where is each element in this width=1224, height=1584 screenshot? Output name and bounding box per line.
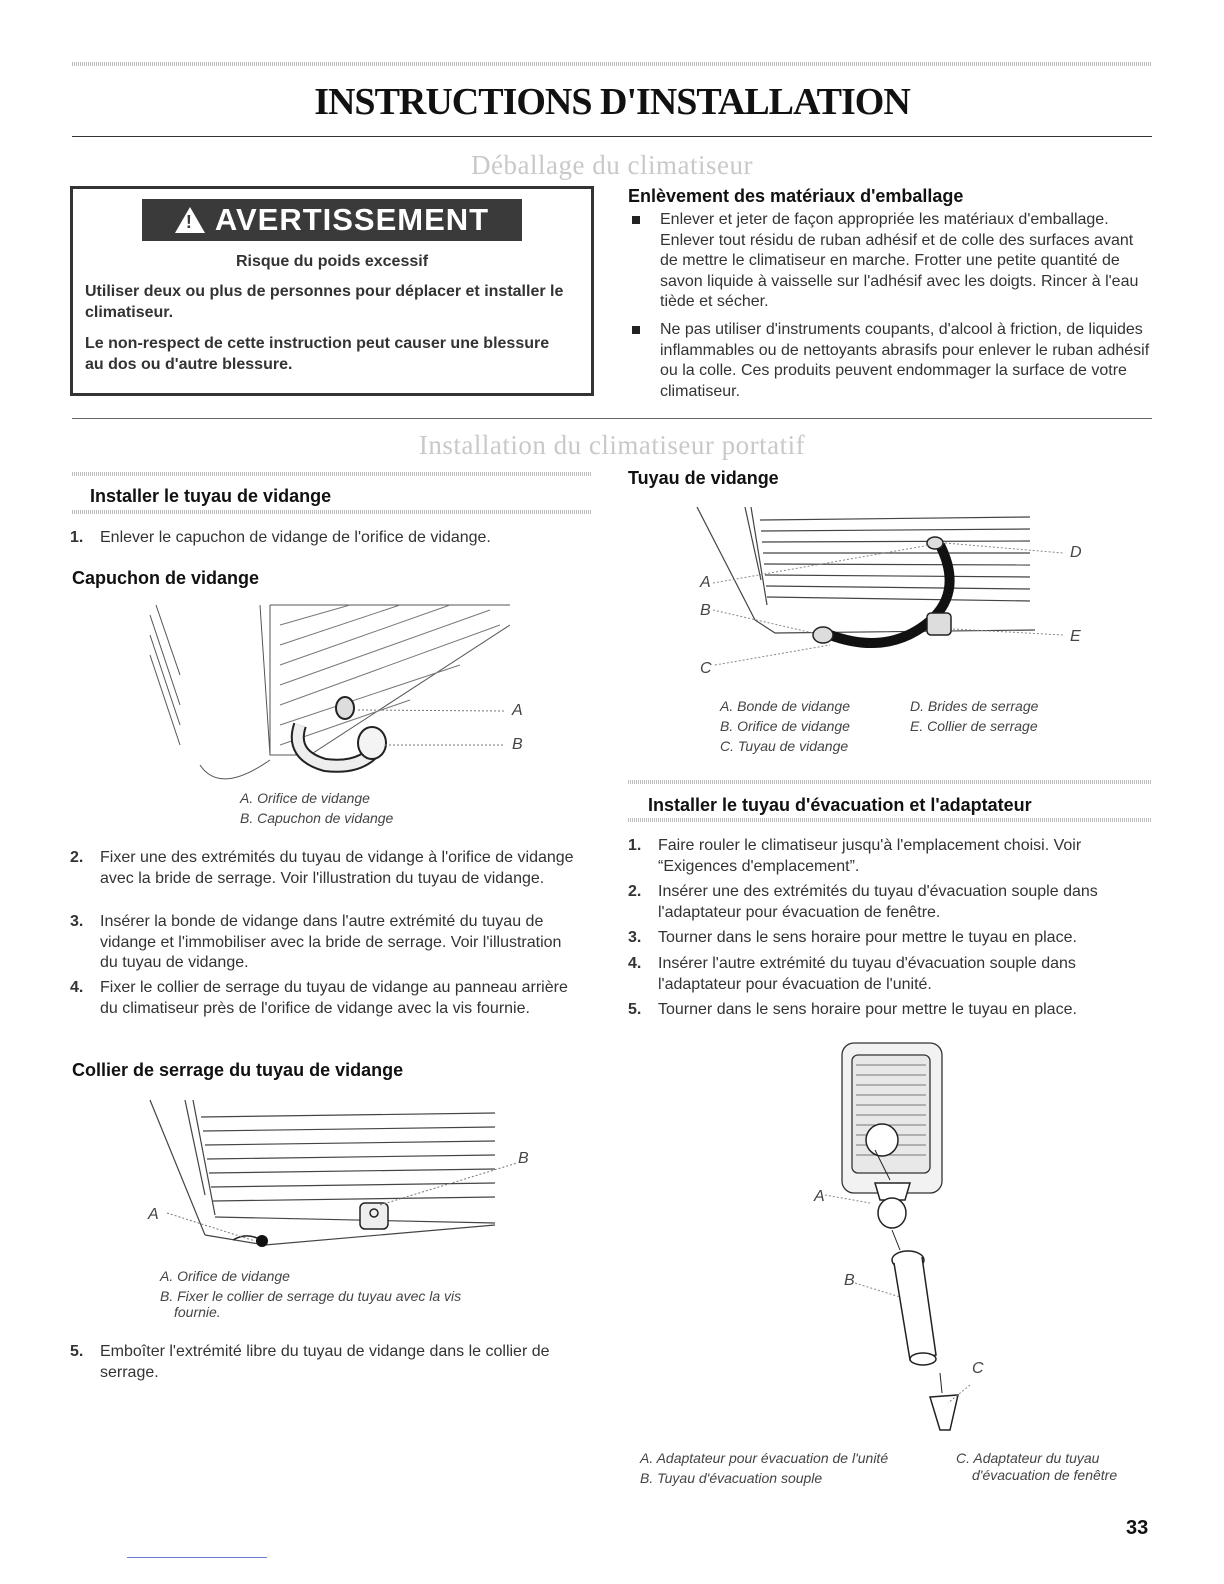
drain-step-1-text: Enlever le capuchon de vidange de l'orifice de vidange. (100, 529, 491, 546)
drain-step-5-text: Emboîter l'extrémité libre du tuyau de vidange dans le collier de serrage. (100, 1343, 550, 1381)
fig3-label-b: B (518, 1150, 529, 1167)
fig2-caption-b: B. Orifice de vidange (720, 718, 850, 734)
drain-bottom-rule (72, 510, 592, 514)
exhaust-step-3-text: Tourner dans le sens horaire pour mettre le tuyau en place. (658, 929, 1077, 946)
step-number: 5. (70, 1343, 84, 1360)
exhaust-heading: Installer le tuyau d'évacuation et l'adaptateur (648, 795, 1032, 815)
fig1-label-a: A (512, 702, 523, 719)
fig4-caption-b: B. Tuyau d'évacuation souple (640, 1470, 823, 1486)
fig4-caption-a: A. Adaptateur pour évacuation de l'unité (640, 1450, 889, 1466)
bullet-square-icon (632, 326, 640, 334)
collar-heading: Collier de serrage du tuyau de vidange (72, 1060, 404, 1080)
fig3-caption-b: B. Fixer le collier de serrage du tuyau avec la vis (160, 1288, 462, 1304)
drain-heading: Installer le tuyau de vidange (90, 486, 332, 506)
exhaust-step-5-text: Tourner dans le sens horaire pour mettre le tuyau en place. (658, 1001, 1077, 1018)
exhaust-step-3 (628, 928, 1152, 949)
drain-step-3-text: Insérer la bonde de vidange dans l'autre extrémité du tuyau de vidange et l'immobiliser avec la bride de serrage. Voir l'illustration du tuyau de vidange. (100, 913, 562, 971)
fig4-label-a: A (814, 1188, 825, 1205)
exhaust-top-rule (628, 780, 1152, 784)
exhaust-step-4 (628, 954, 1152, 995)
warning-banner (142, 199, 522, 241)
fig4-caption-c-cont: d'évacuation de fenêtre (972, 1467, 1118, 1483)
fig3-label-a: A (148, 1206, 159, 1223)
removal-bullet-1-text: Enlever et jeter de façon appropriée les matériaux d'emballage. Enlever tout résidu de ruban adhésif et de colle des surfaces avant de mettre le climatiseur en marche. Frotter une petite quantité de savon liquide à vaisselle sur l'adhésif avec les doigts. Rincer à l'eau tiède et sécher. (660, 211, 1139, 310)
step-number: 2. (70, 849, 84, 866)
exhaust-step-1 (628, 836, 1152, 877)
exhaust-bottom-rule (628, 818, 1152, 822)
bullet-square-icon (632, 216, 640, 224)
fig3-caption-a: A. Orifice de vidange (160, 1268, 290, 1284)
section-rule (72, 418, 1152, 419)
exhaust-step-5 (628, 1000, 1152, 1021)
removal-bullet-2-text: Ne pas utiliser d'instruments coupants, d'alcool à friction, de liquides inflammables ou de nettoyants abrasifs pour enlever le ruban adhésif ou la colle. Ces produits peuvent endommager la surface de votre climatiseur. (660, 321, 1150, 400)
section-title-unpacking: Déballage du climatiseur (471, 150, 753, 180)
removal-bullet-1 (660, 210, 1150, 313)
exhaust-step-4-text: Insérer l'autre extrémité du tuyau d'évacuation souple dans l'adaptateur pour évacuation de l'unité. (658, 955, 1076, 993)
fig3-caption-b-cont: fournie. (174, 1304, 221, 1320)
fig2-caption-e: E. Collier de serrage (910, 718, 1038, 734)
fig2-label-a: A (700, 574, 711, 591)
drain-cap-heading: Capuchon de vidange (72, 568, 260, 588)
drain-cap-illustration (140, 595, 540, 785)
fig4-caption-c: C. Adaptateur du tuyau (956, 1450, 1100, 1466)
drain-step-4-text: Fixer le collier de serrage du tuyau de vidange au panneau arrière du climatiseur près de l'orifice de vidange avec la vis fournie. (100, 979, 568, 1017)
drain-step-3 (70, 912, 580, 974)
drain-step-2 (70, 848, 580, 889)
removal-heading: Enlèvement des matériaux d'emballage (628, 186, 964, 206)
removal-bullet-2 (660, 320, 1150, 402)
page-number: 33 (1126, 1517, 1149, 1539)
top-dotted-rule (72, 62, 1152, 66)
step-number: 1. (70, 529, 84, 546)
title-rule (72, 136, 1152, 137)
step-number: 4. (628, 955, 642, 972)
warning-text-1: Utiliser deux ou plus de personnes pour déplacer et installer le climatiseur. (85, 283, 564, 321)
exhaust-step-2-text: Insérer une des extrémités du tuyau d'évacuation souple dans l'adaptateur pour évacuation de fenêtre. (658, 883, 1098, 921)
fig2-caption-c: C. Tuyau de vidange (720, 738, 849, 754)
fig4-label-c: C (972, 1360, 984, 1377)
fig1-caption-a: A. Orifice de vidange (240, 790, 370, 806)
drain-step-2-text: Fixer une des extrémités du tuyau de vidange à l'orifice de vidange avec la bride de serrage. Voir l'illustration du tuyau de vidange. (100, 849, 574, 887)
hose-heading: Tuyau de vidange (628, 468, 779, 488)
warning-box (70, 186, 594, 396)
fig2-label-c: C (700, 660, 712, 677)
exhaust-assembly-illustration (830, 1035, 980, 1435)
fig2-label-e: E (1070, 628, 1081, 645)
drain-hose-illustration (695, 505, 1075, 675)
step-number: 3. (70, 913, 84, 930)
fig2-caption-d: D. Brides de serrage (910, 698, 1039, 714)
drain-step-4 (70, 978, 585, 1019)
fig4-label-b: B (844, 1272, 855, 1289)
fig2-label-b: B (700, 602, 711, 619)
step-number: 3. (628, 929, 642, 946)
warning-text-2: Le non-respect de cette instruction peut causer une blessure au dos ou d'autre blessure. (85, 335, 550, 373)
step-number: 2. (628, 883, 642, 900)
drain-top-rule (72, 472, 592, 476)
warning-triangle-icon: ! (175, 207, 205, 233)
footer-link-underline (127, 1557, 267, 1558)
warning-subtitle: Risque du poids excessif (235, 253, 429, 270)
fig1-label-b: B (512, 736, 523, 753)
section-title-installation: Installation du climatiseur portatif (418, 430, 806, 460)
fig2-label-d: D (1070, 544, 1082, 561)
drain-step-5 (70, 1342, 590, 1383)
warning-banner-label: AVERTISSEMENT (214, 202, 490, 237)
drain-step-1 (70, 528, 590, 549)
fig1-caption-b: B. Capuchon de vidange (240, 810, 394, 826)
drain-collar-illustration (145, 1095, 535, 1255)
exhaust-step-1-text: Faire rouler le climatiseur jusqu'à l'emplacement choisi. Voir “Exigences d'emplacement”. (658, 837, 1082, 875)
exhaust-step-2 (628, 882, 1152, 923)
fig2-caption-a: A. Bonde de vidange (720, 698, 850, 714)
step-number: 4. (70, 979, 84, 996)
page-title: INSTRUCTIONS D'INSTALLATION (314, 81, 910, 123)
step-number: 5. (628, 1001, 642, 1018)
step-number: 1. (628, 837, 642, 854)
